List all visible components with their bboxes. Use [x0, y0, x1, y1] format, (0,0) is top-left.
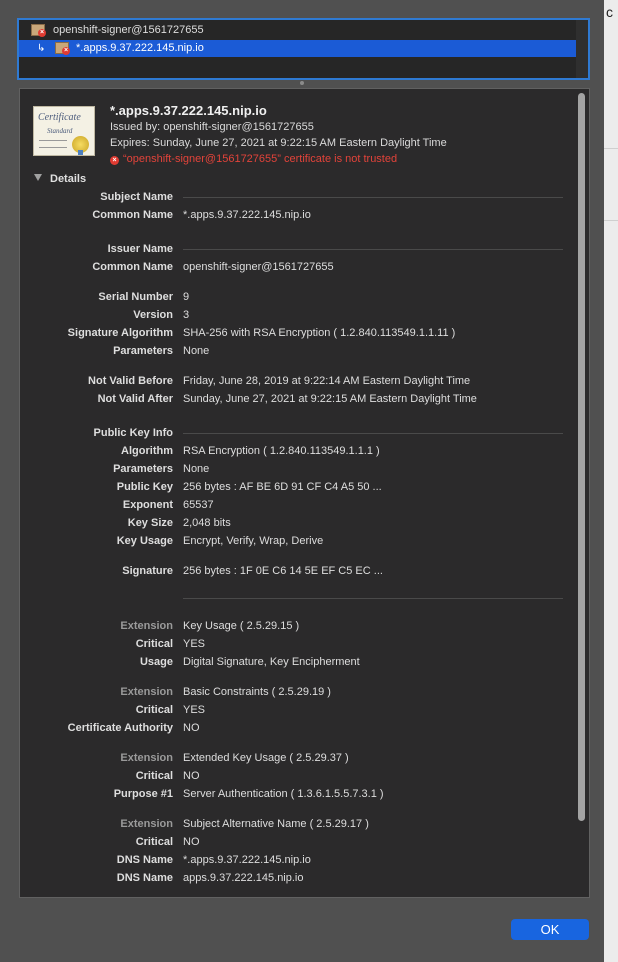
detail-value: 256 bytes : AF BE 6D 91 CF C4 A5 50 ... [183, 481, 382, 493]
detail-value: 256 bytes : 1F 0E C6 14 5E EF C5 EC ... [183, 565, 383, 577]
detail-row [20, 443, 570, 459]
detail-row [20, 618, 570, 634]
detail-label: Usage [139, 656, 173, 668]
tree-item-root-certificate[interactable] [19, 22, 576, 39]
detail-label: Not Valid Before [88, 375, 173, 387]
detail-value: NO [183, 770, 200, 782]
detail-row [20, 391, 570, 407]
split-view-handle[interactable] [300, 81, 304, 85]
detail-label: Common Name [92, 261, 173, 273]
detail-value: *.apps.9.37.222.145.nip.io [183, 854, 311, 866]
detail-label: Purpose #1 [113, 788, 173, 800]
detail-row [20, 307, 570, 323]
detail-row [20, 189, 570, 205]
detail-label: Issuer Name [107, 243, 173, 255]
issued-by-text: Issued by: openshift-signer@1561727655 [110, 121, 314, 133]
detail-value: None [183, 463, 210, 475]
detail-value: 3 [183, 309, 190, 321]
detail-label: Subject Name [100, 191, 173, 203]
detail-row [20, 325, 570, 341]
detail-value: Encrypt, Verify, Wrap, Derive [183, 535, 324, 547]
detail-value: Extended Key Usage ( 2.5.29.37 ) [183, 752, 349, 764]
detail-row [20, 497, 570, 513]
detail-label: Algorithm [121, 445, 173, 457]
detail-value: *.apps.9.37.222.145.nip.io [183, 209, 311, 221]
details-label: Details [50, 173, 87, 185]
detail-value: Key Usage ( 2.5.29.15 ) [183, 620, 300, 632]
detail-row [20, 834, 570, 850]
detail-label: Public Key Info [93, 427, 173, 439]
detail-label: Exponent [122, 499, 173, 511]
detail-label: Common Name [92, 209, 173, 221]
trust-warning-text: “openshift-signer@1561727655” certificate is not trusted [123, 153, 398, 165]
details-disclosure[interactable] [34, 173, 86, 185]
certificate-standard-icon [33, 106, 95, 156]
detail-label: Key Size [127, 517, 173, 529]
detail-label: Key Usage [116, 535, 173, 547]
detail-value: SHA-256 with RSA Encryption ( 1.2.840.113549.1.1.11 ) [183, 327, 456, 339]
section-rule [183, 433, 563, 434]
detail-label: Public Key [116, 481, 173, 493]
detail-row [20, 343, 570, 359]
detail-value: 2,048 bits [183, 517, 231, 529]
detail-row [20, 750, 570, 766]
detail-label: Signature Algorithm [67, 327, 173, 339]
detail-row [20, 636, 570, 652]
divider [604, 148, 618, 149]
detail-value: YES [183, 704, 206, 716]
detail-row [20, 852, 570, 868]
detail-label: Not Valid After [97, 393, 173, 405]
trust-warning [110, 153, 397, 165]
detail-value: apps.9.37.222.145.nip.io [183, 872, 304, 884]
divider [604, 220, 618, 221]
detail-row [20, 720, 570, 736]
ok-button[interactable]: OK [511, 919, 589, 940]
detail-label: Version [133, 309, 173, 321]
detail-row [20, 515, 570, 531]
detail-row [20, 289, 570, 305]
detail-label: Critical [135, 704, 173, 716]
detail-row [20, 533, 570, 549]
detail-row [20, 768, 570, 784]
detail-value: Sunday, June 27, 2021 at 9:22:15 AM Eastern Daylight Time [183, 393, 477, 405]
certificate-chain-tree[interactable] [17, 18, 590, 80]
certificate-title: *.apps.9.37.222.145.nip.io [110, 103, 267, 118]
background-window-text: c [606, 4, 613, 20]
ribbon-icon [78, 150, 83, 156]
detail-value: Server Authentication ( 1.3.6.1.5.5.7.3.1 ) [183, 788, 384, 800]
detail-label: Extension [120, 686, 173, 698]
detail-row [20, 702, 570, 718]
detail-value: 65537 [183, 499, 214, 511]
badge-text: Standard [47, 127, 73, 135]
error-icon: × [110, 156, 119, 165]
detail-value: Digital Signature, Key Encipherment [183, 656, 360, 668]
detail-label: Signature [122, 565, 173, 577]
tree-item-label: *.apps.9.37.222.145.nip.io [76, 42, 204, 54]
detail-row [20, 563, 570, 579]
detail-row [20, 870, 570, 886]
detail-row [20, 479, 570, 495]
detail-label: Extension [120, 620, 173, 632]
detail-row [20, 373, 570, 389]
detail-row [20, 207, 570, 223]
detail-value: YES [183, 638, 206, 650]
tree-item-label: openshift-signer@1561727655 [53, 24, 204, 36]
untrusted-certificate-icon: × [31, 24, 45, 36]
disclosure-triangle-icon[interactable] [34, 174, 42, 181]
child-arrow-icon: ↳ [37, 43, 46, 54]
detail-row [20, 425, 570, 441]
detail-label: Extension [120, 818, 173, 830]
detail-value: Friday, June 28, 2019 at 9:22:14 AM Eastern Daylight Time [183, 375, 471, 387]
detail-value: NO [183, 722, 200, 734]
detail-label: Extension [120, 752, 173, 764]
detail-label: Critical [135, 836, 173, 848]
detail-row [20, 816, 570, 832]
tree-item-leaf-certificate[interactable] [19, 40, 576, 57]
detail-label: Critical [135, 770, 173, 782]
detail-value: Subject Alternative Name ( 2.5.29.17 ) [183, 818, 369, 830]
section-rule [183, 249, 563, 250]
detail-value: RSA Encryption ( 1.2.840.113549.1.1.1 ) [183, 445, 380, 457]
detail-label: Serial Number [98, 291, 173, 303]
section-rule [183, 197, 563, 198]
detail-row [20, 259, 570, 275]
detail-label: Parameters [113, 463, 173, 475]
detail-value: NO [183, 836, 200, 848]
detail-row [20, 654, 570, 670]
badge-text: Certificate [38, 112, 81, 123]
detail-label: DNS Name [116, 872, 173, 884]
detail-label: Critical [135, 638, 173, 650]
detail-row [20, 684, 570, 700]
expires-text: Expires: Sunday, June 27, 2021 at 9:22:15 AM Eastern Daylight Time [110, 137, 447, 149]
detail-label: Certificate Authority [67, 722, 173, 734]
untrusted-certificate-icon: × [55, 42, 69, 54]
detail-value: 9 [183, 291, 190, 303]
certificate-details-panel[interactable] [19, 88, 590, 898]
detail-value: None [183, 345, 210, 357]
vertical-scrollbar-thumb[interactable] [578, 93, 585, 821]
detail-value: Basic Constraints ( 2.5.29.19 ) [183, 686, 331, 698]
divider [183, 598, 563, 599]
detail-value: openshift-signer@1561727655 [183, 261, 334, 273]
detail-label: DNS Name [116, 854, 173, 866]
detail-row [20, 786, 570, 802]
tree-scrollbar[interactable] [576, 20, 588, 78]
detail-row [20, 241, 570, 257]
detail-row [20, 461, 570, 477]
detail-label: Parameters [113, 345, 173, 357]
background-window-edge [604, 0, 618, 962]
